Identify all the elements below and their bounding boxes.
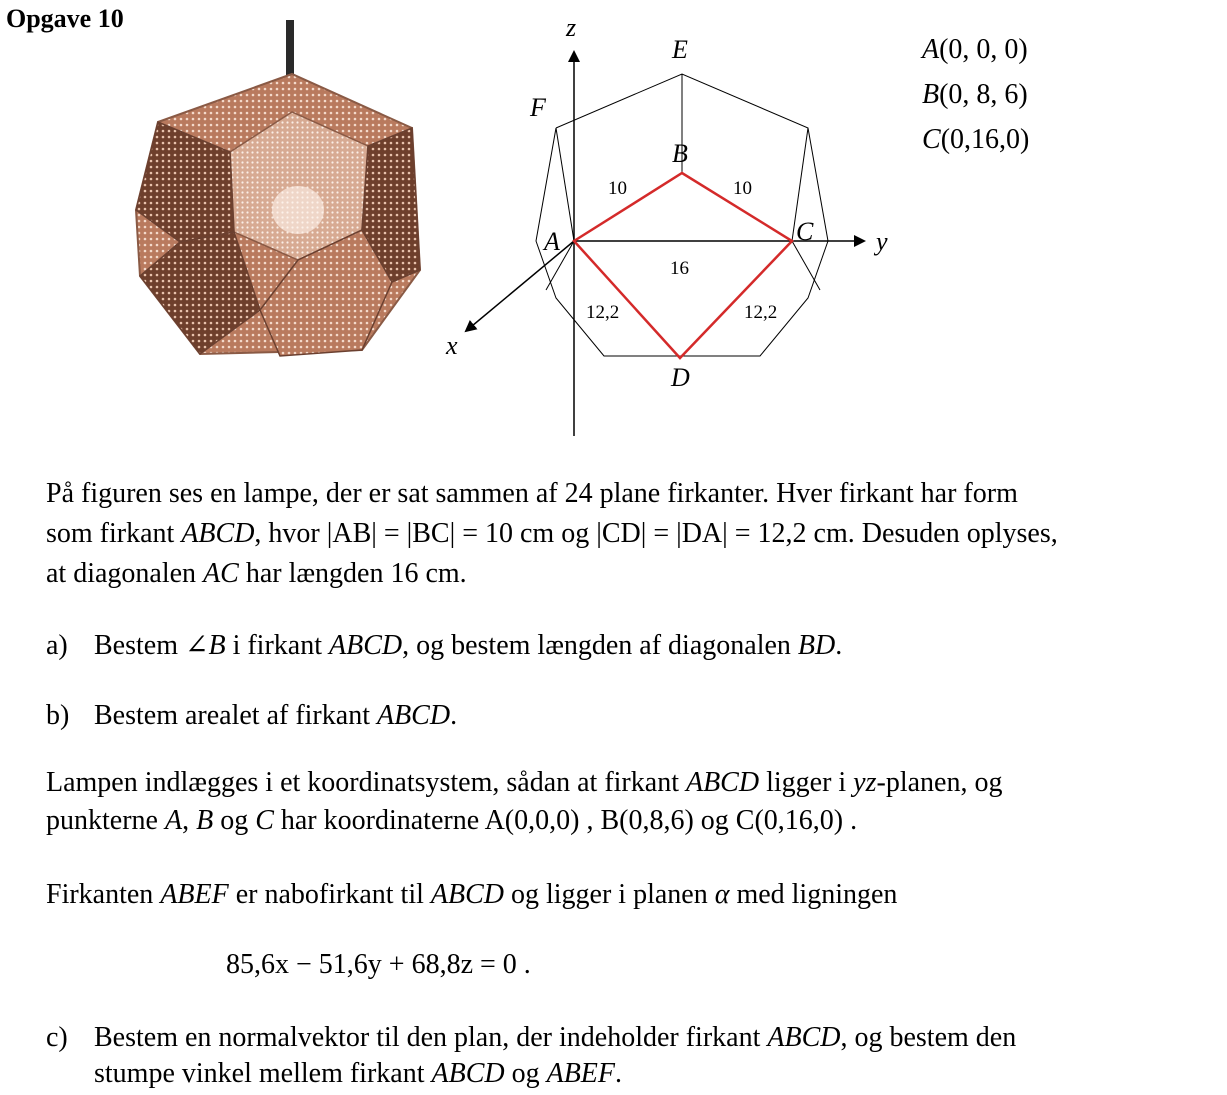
question-a: a) Bestem ∠B i firkant ABCD, og bestem længden af diagonalen BD. [46,626,1196,666]
point-label-e: E [672,35,688,64]
axis-label-z: z [566,13,577,42]
point-label-a: A [544,227,560,256]
coordinate-list [922,27,1029,162]
coordinate-a: A(0, 0, 0) [922,34,1028,65]
question-b-label: b) [46,700,70,731]
edge-label-ad: 12,2 [586,302,620,323]
lamp-image [130,20,430,365]
question-c: c) Bestem en normalvektor til den plan, der indeholder firkant ABCD, og bestem den stumpe vinkel mellem firkant ABCD og ABEF. [46,1022,1017,1089]
point-label-d: D [671,363,690,392]
question-c-label: c) [46,1022,68,1053]
polyhedron-outline [536,74,828,356]
plane-paragraph: Firkanten ABEF er nabofirkant til ABCD og ligger i planen α med ligningen [46,879,898,910]
point-label-b: B [672,139,688,168]
edge-label-ab: 10 [608,178,627,199]
geometry-diagram [430,10,910,450]
question-a-label: a) [46,630,68,661]
intro-paragraph: På figuren ses en lampe, der er sat sammen af 24 plane firkanter. Hver firkant har form som firkant ABCD, hvor |AB| = |BC| = 10 cm og |CD| = |DA| = 12,2 cm. Desuden oplyses, at diagonalen AC har længden 16 cm. [46,478,1058,589]
edge-label-ac: 16 [670,258,689,279]
axis-label-y: y [876,227,888,256]
coordinate-c: C(0,16,0) [922,124,1030,155]
coordinate-paragraph: Lampen indlægges i et koordinatsystem, sådan at firkant ABCD ligger i yz-planen, og punkterne A, B og C har koordinaterne A(0,0,0) , B(0,8,6) og C(0,16,0) . [46,767,1003,836]
edge-label-cd: 12,2 [744,302,778,323]
lamp-cord [286,20,294,75]
question-b: b) Bestem arealet af firkant ABCD. [46,696,1196,736]
lamp-bulb-glow [272,186,324,234]
point-label-f: F [530,93,546,122]
axis-label-x: x [446,331,458,360]
coordinate-b: B(0, 8, 6) [922,79,1028,110]
edge-label-bc: 10 [733,178,752,199]
plane-equation: 85,6x − 51,6y + 68,8z = 0 . [226,949,531,980]
exercise-title: Opgave 10 [6,4,124,33]
point-label-c: C [796,217,814,246]
